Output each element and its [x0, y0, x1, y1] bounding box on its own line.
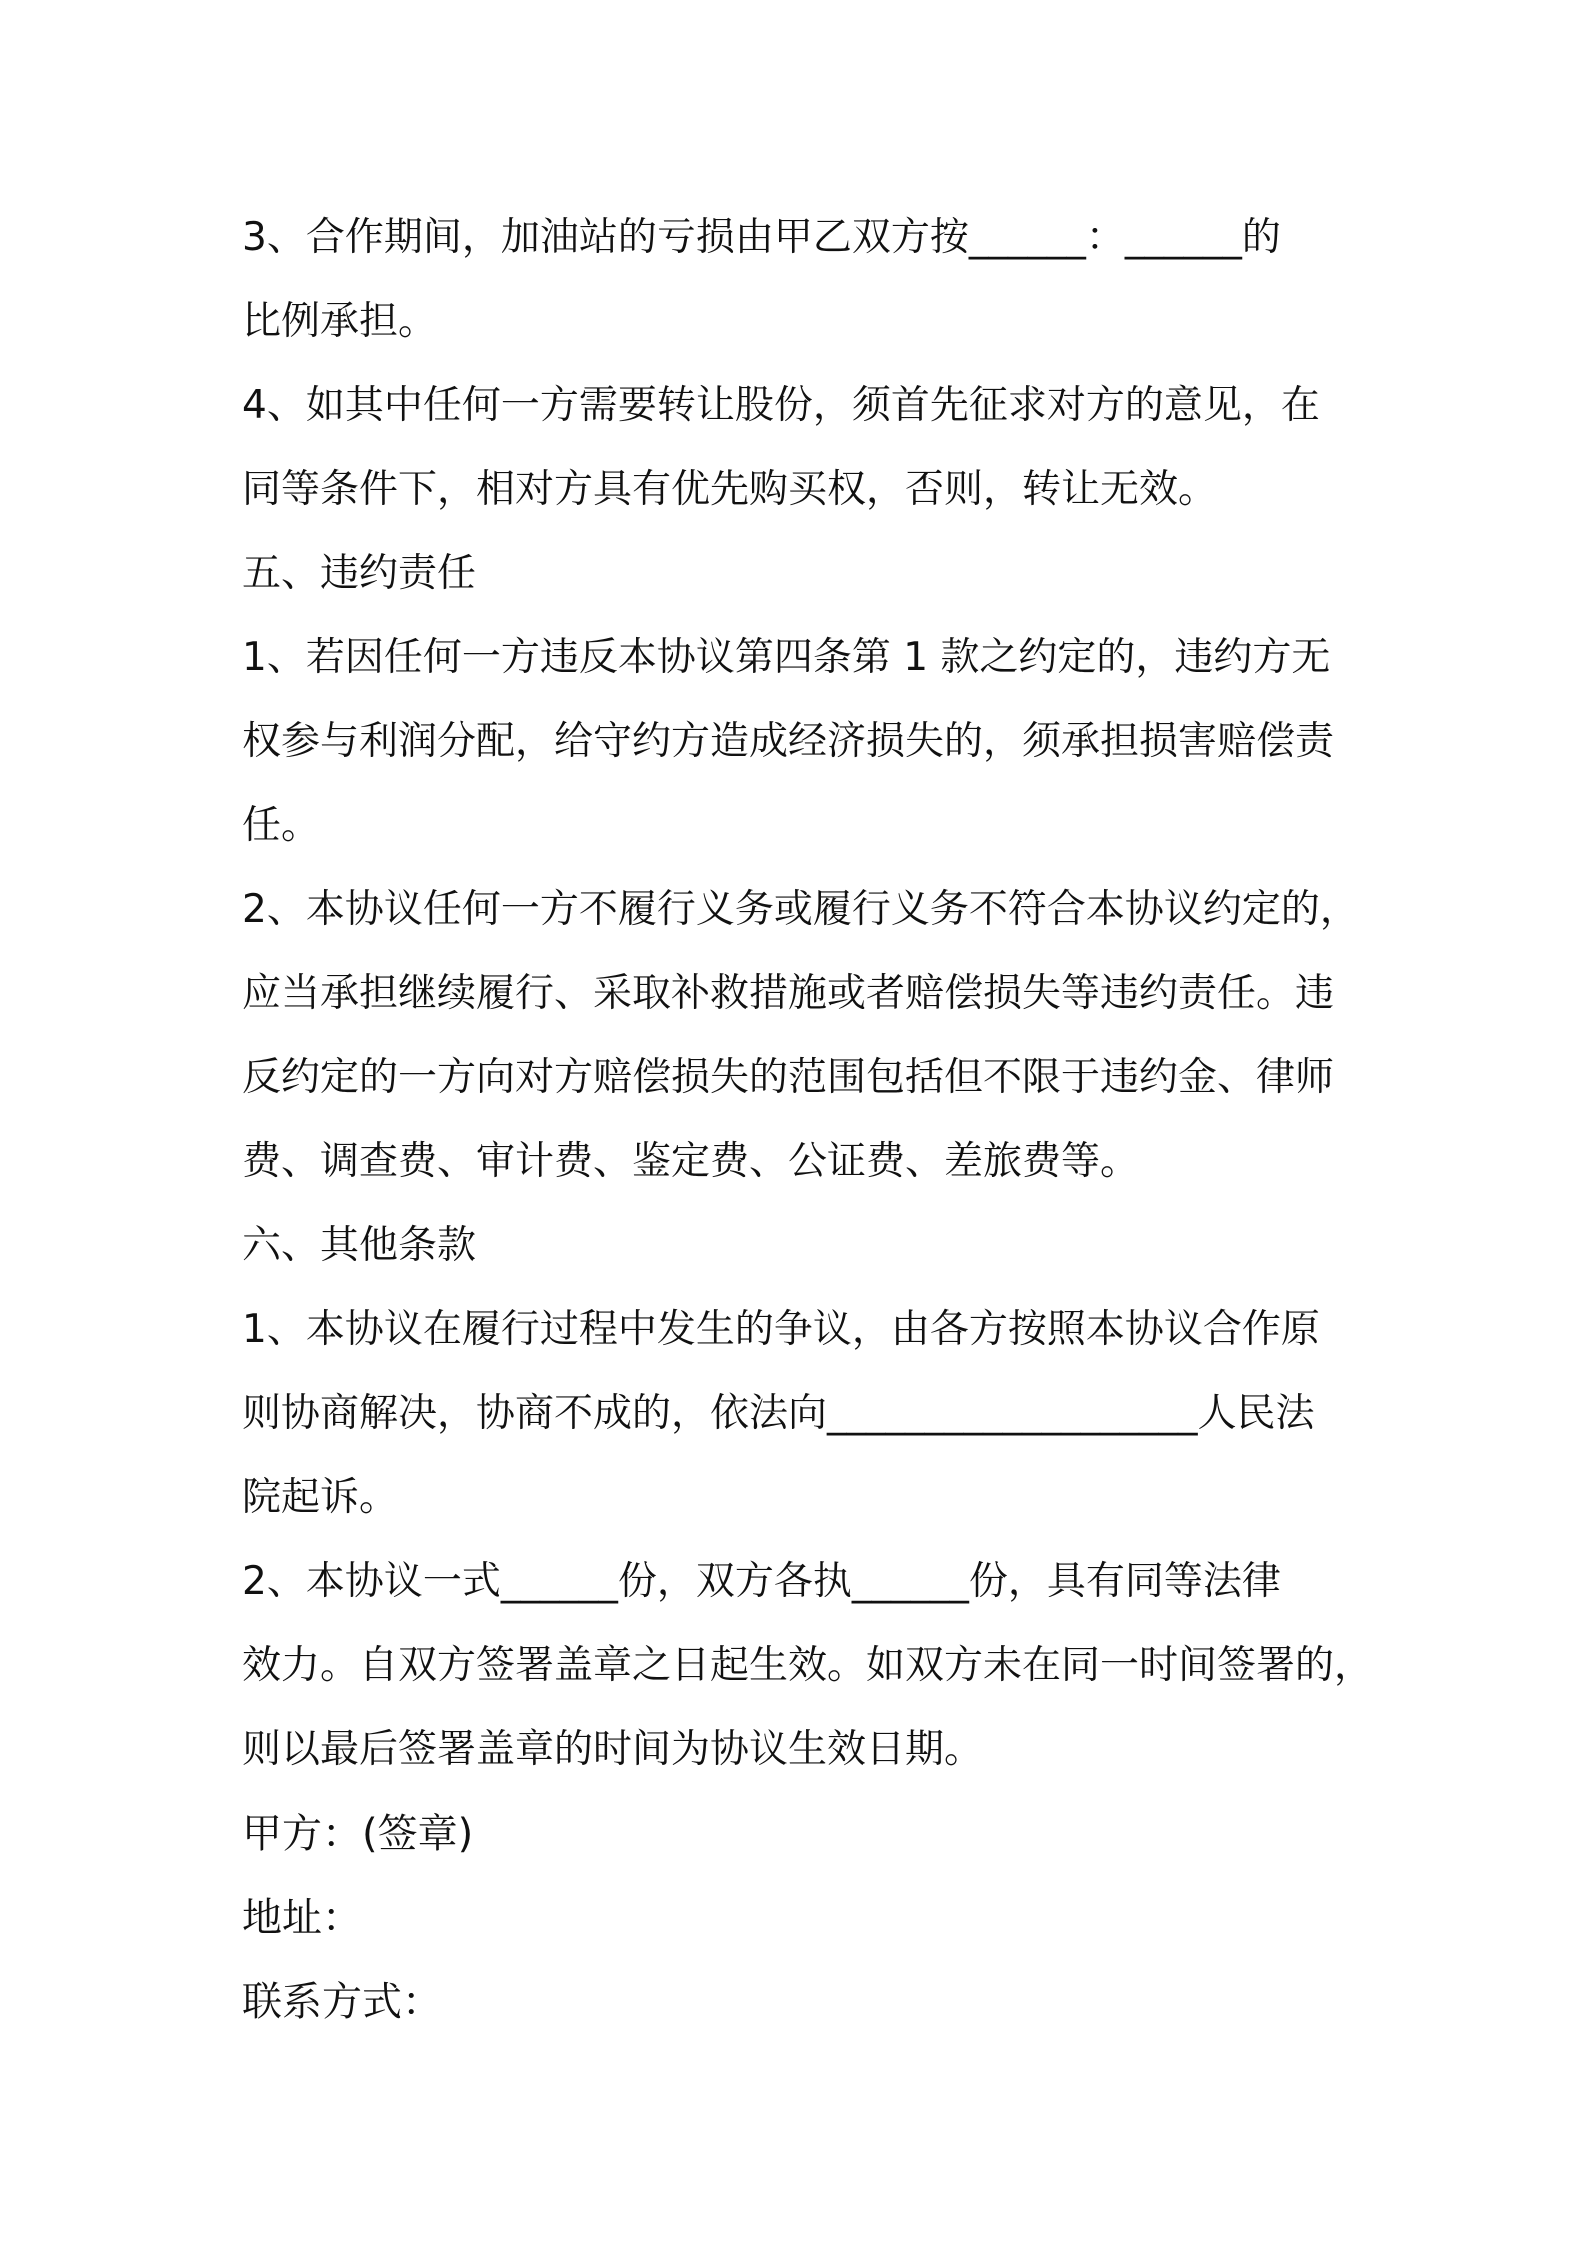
section-5-item-1-line-1: 1、若因任何一方违反本协议第四条第 1 款之约定的，违约方无 — [242, 635, 1331, 680]
clause-4-line-1: 4、如其中任何一方需要转让股份，须首先征求对方的意见，在 — [242, 383, 1320, 428]
section-5-item-2-line-3: 反约定的一方向对方赔偿损失的范围包括但不限于违约金、律师 — [242, 1055, 1335, 1100]
section-6-item-1 — [242, 1288, 1362, 1540]
section-6-item-1-line-1: 1、本协议在履行过程中发生的争议，由各方按照本协议合作原 — [242, 1307, 1320, 1352]
contact-label: 联系方式： — [242, 1979, 442, 2025]
section-5-item-1-line-2: 权参与利润分配，给守约方造成经济损失的，须承担损害赔偿责 — [242, 719, 1335, 764]
section-5-item-2-line-1: 2、本协议任何一方不履行义务或履行义务不符合本协议约定的， — [242, 887, 1359, 932]
section-6-item-2-line-1: 2、本协议一式______份，双方各执______份，具有同等法律 — [242, 1559, 1281, 1604]
section-5-item-2-line-4: 费、调查费、审计费、鉴定费、公证费、差旅费等。 — [242, 1139, 1140, 1184]
section-6-item-2-line-2: 效力。自双方签署盖章之日起生效。如双方未在同一时间签署的， — [242, 1643, 1374, 1688]
section-5-item-2-line-2: 应当承担继续履行、采取补救措施或者赔偿损失等违约责任。违 — [242, 971, 1335, 1016]
section-5-item-1 — [242, 616, 1362, 868]
section-5-title: 五、违约责任 — [242, 551, 477, 596]
clause-3-line-1: 3、合作期间，加油站的亏损由甲乙双方按______：______的 — [242, 215, 1281, 260]
clause-4 — [242, 364, 1362, 532]
party-a-signature-label: 甲方：(签章) — [242, 1811, 474, 1857]
section-5-item-2 — [242, 868, 1362, 1204]
section-6-item-2-line-3: 则以最后签署盖章的时间为协议生效日期。 — [242, 1727, 984, 1772]
clause-4-line-2: 同等条件下，相对方具有优先购买权，否则，转让无效。 — [242, 467, 1218, 512]
section-6-item-1-line-2: 则协商解决，协商不成的，依法向___________________人民法 — [242, 1391, 1315, 1436]
section-6-item-1-line-3: 院起诉。 — [242, 1475, 399, 1520]
document-page — [242, 196, 1374, 2044]
clause-3 — [242, 196, 1362, 364]
address-label: 地址： — [242, 1895, 362, 1941]
section-6-item-2 — [242, 1540, 1374, 1792]
section-6-title: 六、其他条款 — [242, 1223, 477, 1268]
section-5-item-1-line-3: 任。 — [242, 803, 321, 848]
clause-3-line-2: 比例承担。 — [242, 299, 438, 344]
